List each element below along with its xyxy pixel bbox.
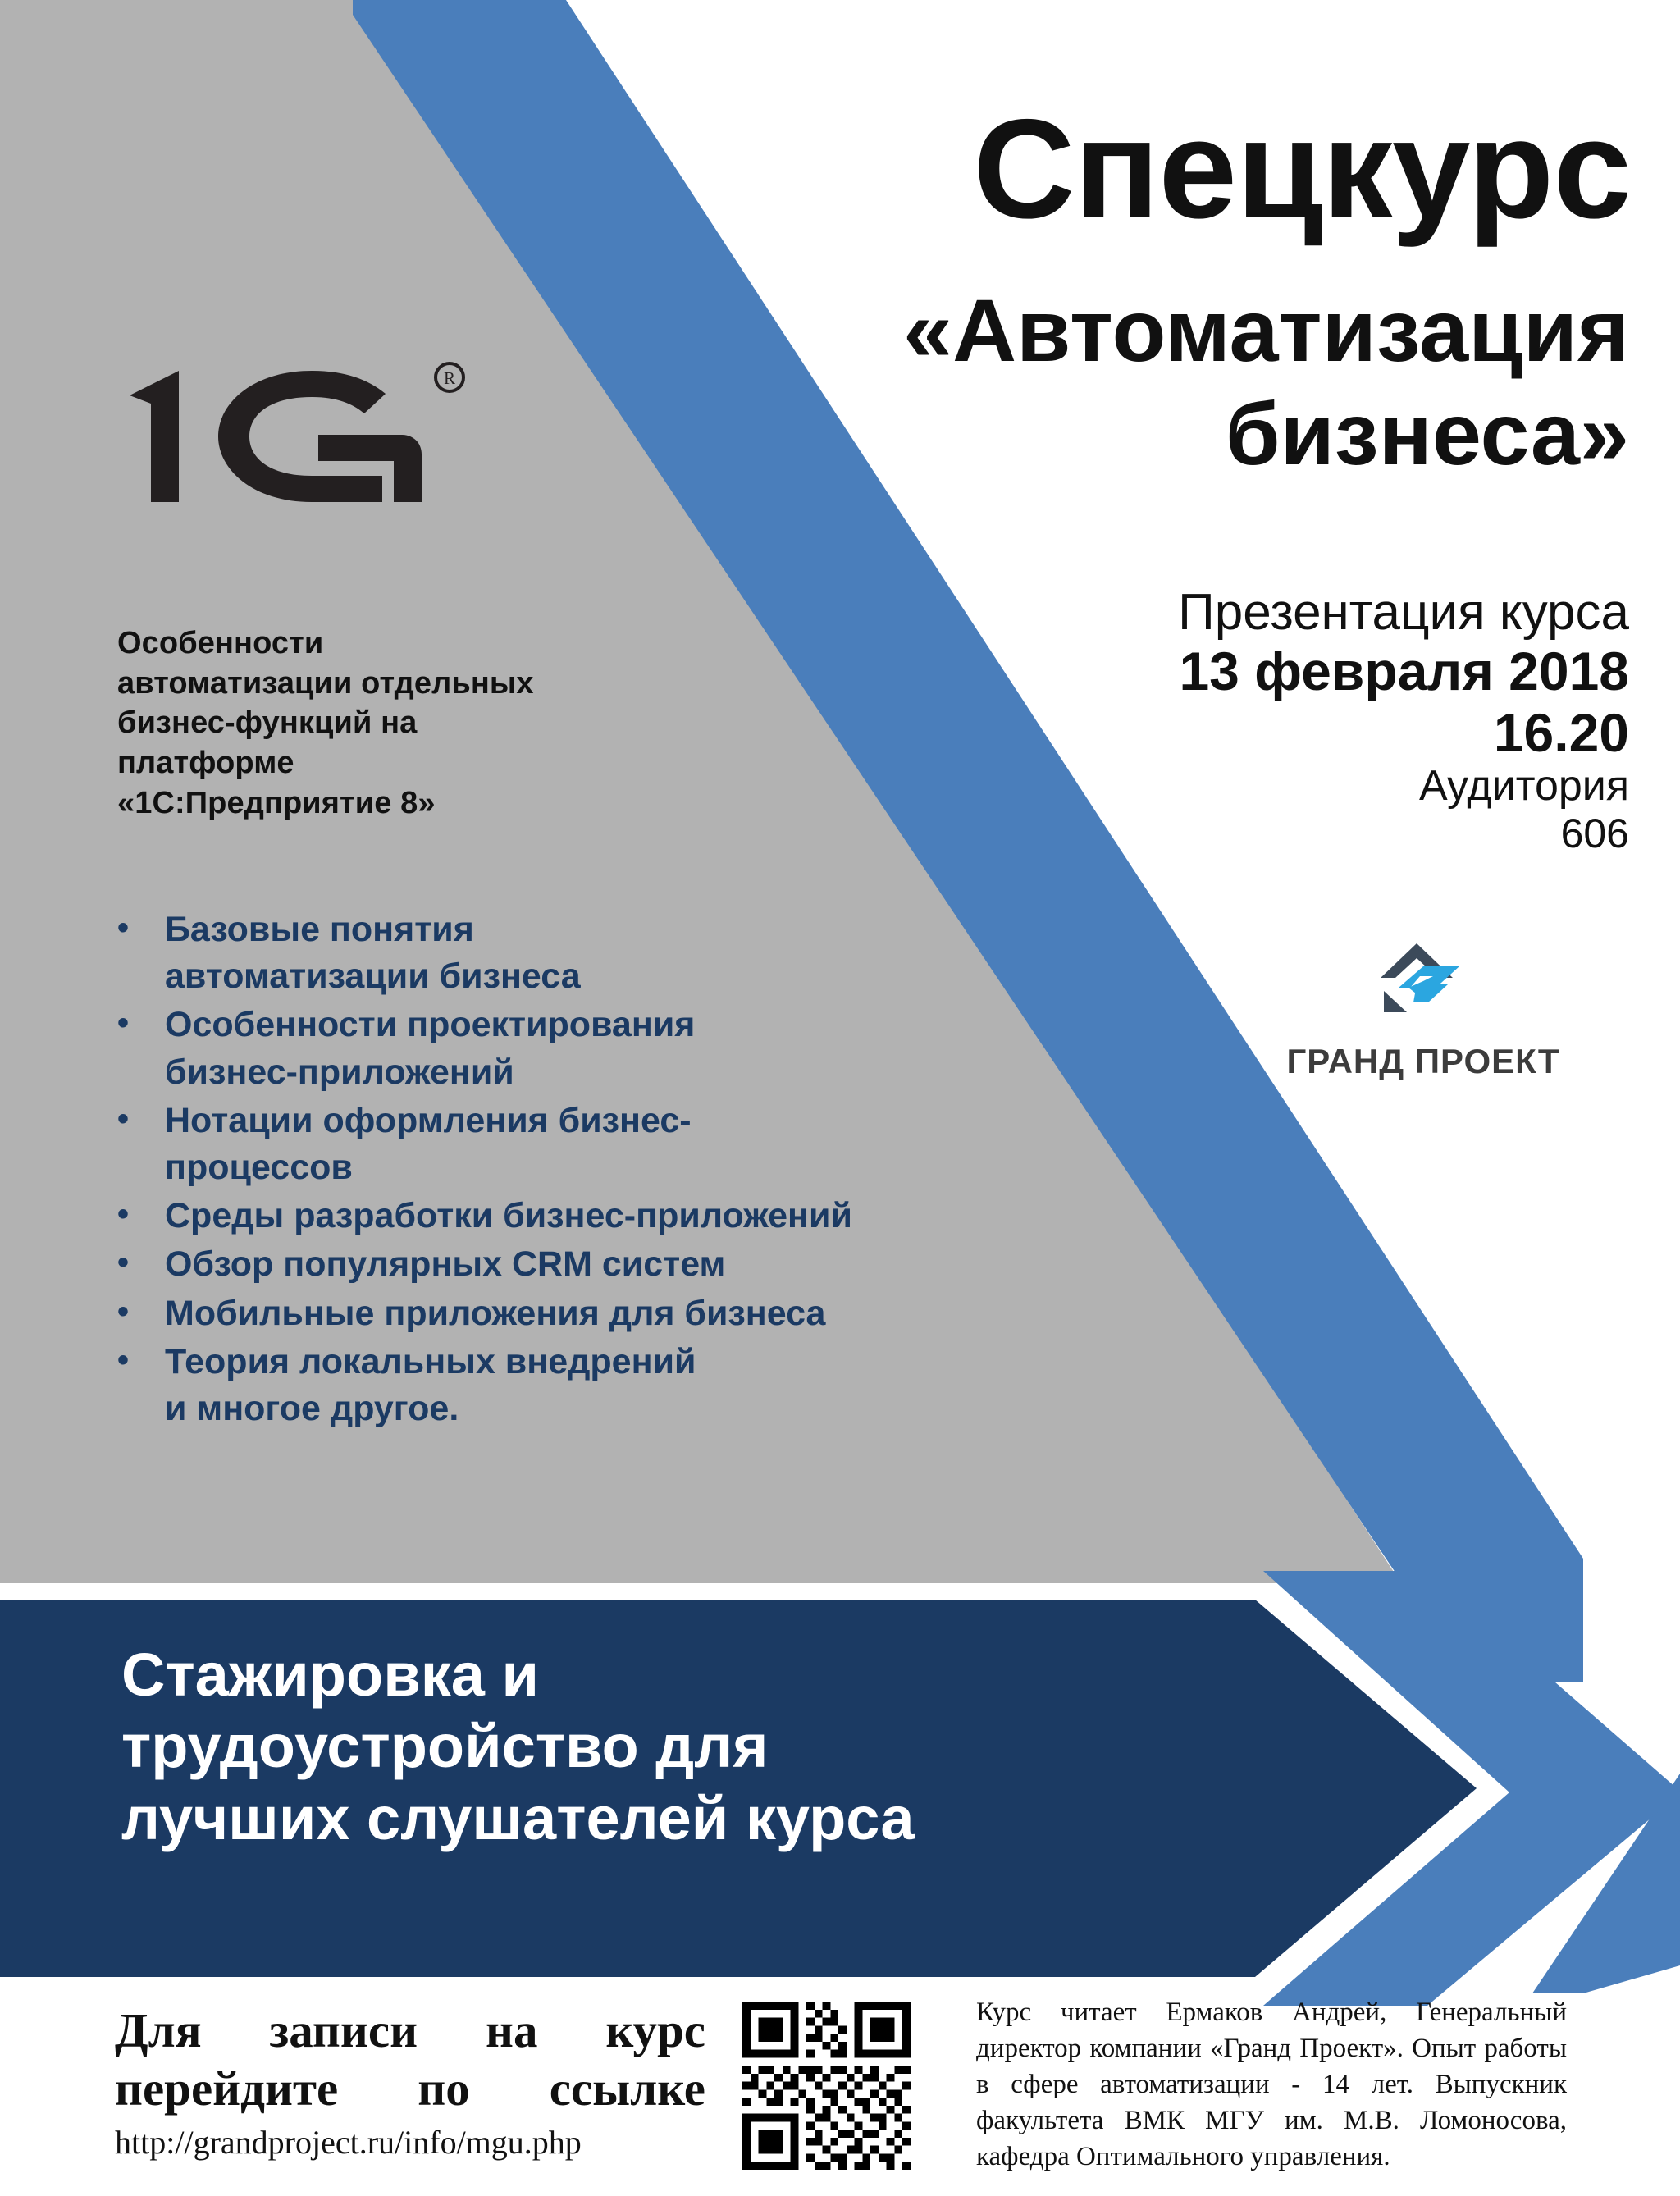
- event-date: 13 февраля 2018: [1179, 641, 1629, 702]
- event-time: 16.20: [1493, 701, 1629, 763]
- registered-trademark-icon: [436, 363, 463, 391]
- course-description-line: «1С:Предприятие 8»: [117, 785, 436, 820]
- event-room-label: Аудитория: [1418, 762, 1629, 810]
- grand-project-logo: [1267, 942, 1579, 1081]
- list-item: [117, 1241, 1143, 1288]
- event-room-number: 606: [1560, 810, 1629, 856]
- list-item-line2: автоматизации бизнеса: [165, 956, 581, 997]
- course-topics-list: [117, 906, 1143, 1434]
- list-item-text: [165, 1002, 1143, 1095]
- bullet-icon: •: [117, 1196, 130, 1233]
- bullet-icon: •: [117, 1293, 130, 1330]
- qr-code[interactable]: [742, 2002, 911, 2170]
- internship-banner-line: Стажировка и: [121, 1641, 539, 1709]
- bullet-icon: •: [117, 910, 130, 946]
- list-item-text: [165, 1241, 1143, 1288]
- internship-banner-line: трудоустройство для: [121, 1712, 769, 1781]
- list-item: [117, 1290, 1143, 1337]
- list-item-line1: Нотации оформления бизнес-: [165, 1100, 692, 1140]
- list-item-line1: Особенности проектирования: [165, 1005, 696, 1045]
- svg-text:R: R: [443, 368, 456, 388]
- 1c-logo: [121, 353, 507, 541]
- event-presentation-label: Презентация курса: [1178, 584, 1629, 641]
- list-item-text: [165, 906, 1143, 1000]
- list-item-line1: Теория локальных внедрений: [165, 1341, 696, 1381]
- signup-cta: [115, 2002, 705, 2162]
- signup-cta-line2: перейдите по ссылке: [115, 2061, 705, 2116]
- lecturer-info: Курс читает Ермаков Андрей, Генеральный директор компании «Гранд Проект». Опыт работы в сфере автоматизации - 14 лет. Выпускник факультета ВМК МГУ им. М.В. Ломоносова, кафедра Оптимального управления.: [976, 1997, 1567, 2171]
- course-description-line: автоматизации отдельных: [117, 665, 534, 701]
- list-item: [117, 1002, 1143, 1095]
- signup-cta-line1: Для записи на курс: [115, 2003, 705, 2057]
- list-item: [117, 906, 1143, 1000]
- list-item: [117, 1339, 1143, 1432]
- list-item-line2: процессов: [165, 1147, 353, 1187]
- course-description-line: платформе: [117, 745, 294, 780]
- list-item-text: [165, 1193, 1143, 1240]
- list-item-line1: Обзор популярных CRM систем: [165, 1244, 726, 1285]
- grand-project-diamond-icon: [1374, 942, 1472, 1030]
- internship-banner-text: [121, 1639, 1270, 1854]
- list-item-line2: бизнес-приложений: [165, 1052, 514, 1092]
- list-item-text: [165, 1290, 1143, 1337]
- bullet-icon: •: [117, 1244, 130, 1281]
- poster-title: Спецкурс: [973, 90, 1631, 248]
- event-details: [809, 584, 1629, 856]
- grand-project-name: ГРАНД ПРОЕКТ: [1286, 1042, 1560, 1080]
- list-item-line1: Базовые понятия: [165, 910, 474, 949]
- course-description-line: бизнес-функций на: [117, 705, 418, 741]
- poster-subtitle: «Автоматизация бизнеса»: [903, 281, 1629, 484]
- course-description: [117, 623, 708, 823]
- bullet-icon: •: [117, 1341, 130, 1378]
- bullet-icon: •: [117, 1100, 130, 1137]
- list-item-text: [165, 1339, 1143, 1432]
- list-item-line1: Мобильные приложения для бизнеса: [165, 1293, 826, 1333]
- bullet-icon: •: [117, 1005, 130, 1042]
- list-item: [117, 1098, 1143, 1191]
- course-description-line: Особенности: [117, 626, 324, 660]
- list-item-line2: и многое другое.: [165, 1388, 459, 1428]
- list-item-line1: Среды разработки бизнес-приложений: [165, 1196, 852, 1236]
- list-item-text: [165, 1098, 1143, 1191]
- signup-url[interactable]: http://grandproject.ru/info/mgu.php: [115, 2123, 582, 2161]
- list-item: [117, 1193, 1143, 1240]
- internship-banner-line: лучших слушателей курса: [121, 1783, 915, 1852]
